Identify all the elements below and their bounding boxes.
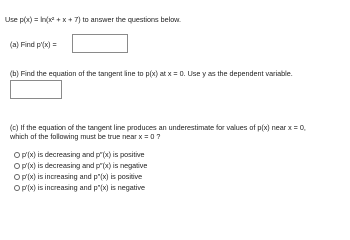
radio-button-2[interactable] xyxy=(14,163,20,169)
part-c-label-line2: which of the following must be true near x = 0 ? xyxy=(10,132,161,141)
question-intro: Use p(x) = ln(x² + x + 7) to answer the questions below. xyxy=(5,15,181,24)
radio-button-3[interactable] xyxy=(14,174,20,180)
option-1[interactable] xyxy=(14,150,145,159)
option-3-label: p′(x) is increasing and p″(x) is positive xyxy=(22,172,143,181)
part-a-answer-input[interactable] xyxy=(72,34,128,53)
option-2[interactable] xyxy=(14,161,147,170)
part-c-label-line1: (c) If the equation of the tangent line produces an underestimate for values of p(x) near x = 0, xyxy=(10,123,306,132)
part-a-label: (a) Find p′(x) = xyxy=(10,40,57,49)
option-4-label: p′(x) is increasing and p″(x) is negative xyxy=(22,183,145,192)
part-b-label: (b) Find the equation of the tangent line to p(x) at x = 0. Use y as the dependent variable. xyxy=(10,69,293,78)
option-2-label: p′(x) is decreasing and p″(x) is negative xyxy=(22,161,148,170)
part-b-answer-input[interactable] xyxy=(10,80,62,99)
option-3[interactable] xyxy=(14,172,142,181)
radio-button-1[interactable] xyxy=(14,152,20,158)
option-4[interactable] xyxy=(14,183,145,192)
option-1-label: p′(x) is decreasing and p″(x) is positive xyxy=(22,150,145,159)
radio-button-4[interactable] xyxy=(14,185,20,191)
